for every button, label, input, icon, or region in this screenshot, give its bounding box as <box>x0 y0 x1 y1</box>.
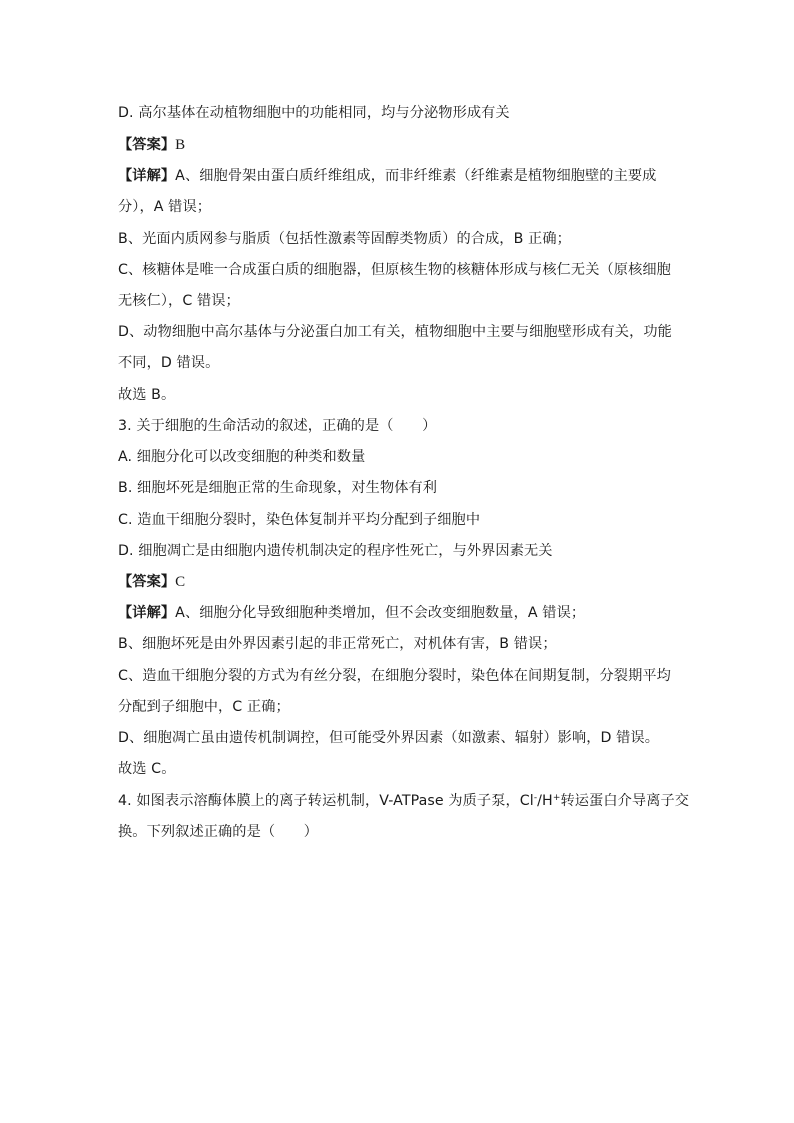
detail-tag: 【详解】 <box>118 605 176 621</box>
q2-detail-line-6: D、动物细胞中高尔基体与分泌蛋白加工有关，植物细胞中主要与细胞壁形成有关，功能 <box>118 324 672 340</box>
q4-stem-mid: /H <box>537 793 553 809</box>
q4-stem-sup-minus: - <box>533 793 538 803</box>
q4-stem-pre: 4. 如图表示溶酶体膜上的离子转运机制，V-ATPase 为质子泵，Cl <box>118 793 534 809</box>
detail-tag: 【详解】 <box>118 168 176 184</box>
answer-tag: 【答案】 <box>118 574 176 590</box>
answer-tag: 【答案】 <box>118 137 176 153</box>
q3-stem: 3. 关于细胞的生命活动的叙述，正确的是（ ） <box>118 418 437 434</box>
q2-detail-line-3: B、光面内质网参与脂质（包括性激素等固醇类物质）的合成，B 正确； <box>118 231 571 247</box>
q3-detail-line-5: D、细胞凋亡虽由遗传机制调控，但可能受外界因素（如激素、辐射）影响，D 错误。 <box>118 730 660 746</box>
q4-stem-post: 转运蛋白介导离子交 <box>560 793 690 809</box>
q2-option-d: D. 高尔基体在动植物细胞中的功能相同，均与分泌物形成有关 <box>118 105 510 121</box>
q3-conclusion: 故选 C。 <box>118 761 176 777</box>
q2-answer <box>118 135 185 155</box>
q4-stem-line-1 <box>118 791 689 811</box>
q3-answer <box>118 572 185 592</box>
q3-option-a: A. 细胞分化可以改变细胞的种类和数量 <box>118 449 366 465</box>
q3-detail-line-1 <box>118 603 585 623</box>
q3-option-b: B. 细胞坏死是细胞正常的生命现象，对生物体有利 <box>118 480 438 496</box>
q2-conclusion: 故选 B。 <box>118 387 176 403</box>
q4-stem-line-2: 换。下列叙述正确的是（ ） <box>118 824 319 840</box>
q3-detail-line-4: 分配到子细胞中，C 正确； <box>118 699 290 715</box>
detail-text: A、细胞骨架由蛋白质纤维组成，而非纤维素（纤维素是植物细胞壁的主要成 <box>175 168 657 184</box>
q4-stem-sup-plus: + <box>552 793 561 803</box>
detail-text: A、细胞分化导致细胞种类增加，但不会改变细胞数量，A 错误； <box>175 605 586 621</box>
q2-detail-line-2: 分），A 错误； <box>118 199 212 215</box>
q2-detail-line-5: 无核仁），C 错误； <box>118 293 240 309</box>
q3-option-c: C. 造血干细胞分裂时，染色体复制并平均分配到子细胞中 <box>118 512 481 528</box>
answer-value: B <box>175 137 186 153</box>
q3-detail-line-3: C、造血干细胞分裂的方式为有丝分裂，在细胞分裂时，染色体在间期复制，分裂期平均 <box>118 668 671 684</box>
q3-detail-line-2: B、细胞坏死是由外界因素引起的非正常死亡，对机体有害，B 错误； <box>118 636 557 652</box>
q3-option-d: D. 细胞凋亡是由细胞内遗传机制决定的程序性死亡，与外界因素无关 <box>118 543 553 559</box>
q2-detail-line-7: 不同，D 错误。 <box>118 355 220 371</box>
answer-value: C <box>175 574 186 590</box>
q2-detail-line-4: C、核糖体是唯一合成蛋白质的细胞器，但原核生物的核糖体形成与核仁无关（原核细胞 <box>118 262 671 278</box>
q2-detail-line-1 <box>118 166 656 186</box>
